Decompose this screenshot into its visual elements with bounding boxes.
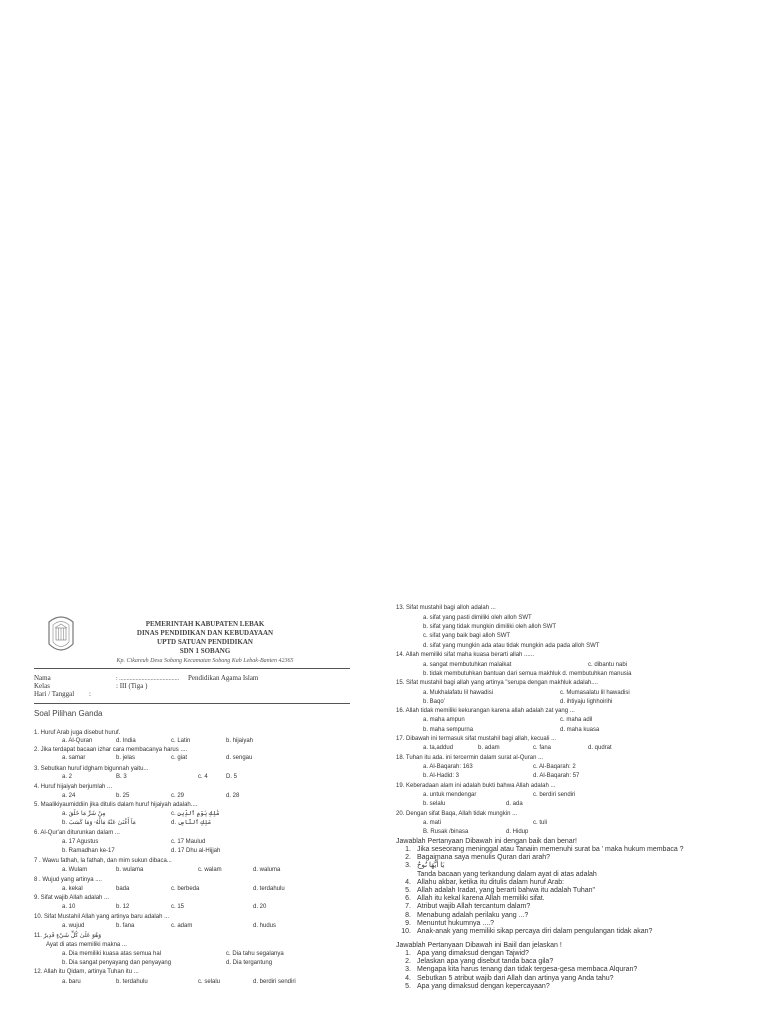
question-10: 10. Sifat Mustahil Allah yang artinya baru adalah ... bbox=[34, 914, 170, 920]
q19-option-c[interactable]: c. berdiri sendiri bbox=[533, 792, 576, 798]
q6-option-a[interactable]: a. 17 Agustus bbox=[62, 839, 99, 845]
q1-option-d[interactable]: d. India bbox=[116, 738, 136, 744]
question-8: 8 . Wujud yang artinya .... bbox=[34, 877, 102, 883]
q19-option-a[interactable]: a. untuk mendengar bbox=[423, 792, 477, 798]
q6-option-c[interactable]: c. 17 Maulud bbox=[171, 839, 206, 845]
q4-option-c[interactable]: c. 29 bbox=[171, 793, 185, 799]
essay1-item-text: Allahu akbar, ketika itu ditulis dalam huruf Arab: bbox=[417, 878, 565, 886]
q16-option-c[interactable]: c. maha adil bbox=[560, 717, 593, 723]
q17-option-d[interactable]: d. qudrat bbox=[588, 745, 612, 751]
essay1-item-text: Tanda bacaan yang terkandung dalam ayat di atas adalah bbox=[417, 870, 597, 878]
q6-option-b[interactable]: b. Ramadhan ke-17 bbox=[62, 848, 115, 854]
q13-option-b[interactable]: b. sifat yang tidak mungkin dimiliki oleh alloh SWT bbox=[423, 624, 557, 630]
essay1-item bbox=[396, 846, 684, 854]
essay1-item-number: 7. bbox=[405, 903, 411, 911]
q18-option-b[interactable]: b. Al-Hadid: 3 bbox=[423, 773, 460, 779]
q16-option-b[interactable]: b. maha sempurna bbox=[423, 727, 474, 733]
essay2-item bbox=[396, 983, 637, 991]
essay1-item-text: Bagaimana saya menulis Quran dari arah? bbox=[417, 854, 551, 862]
header-line1: PEMERINTAH KABUPATEN LEBAK bbox=[145, 620, 265, 628]
q19-option-d[interactable]: d. ada bbox=[506, 801, 523, 807]
q14-option-b-d[interactable]: b. tidak membutuhkan bantuan dari semua makhluk d. membutuhkan manusia bbox=[423, 671, 632, 677]
q1-option-a[interactable]: a. Al-Quran bbox=[62, 738, 93, 744]
essay2-item-number: 5. bbox=[405, 982, 411, 990]
q4-option-a[interactable]: a. 24 bbox=[62, 793, 76, 799]
header-line2: DINAS PENDIDIKAN DAN KEBUDAYAAN bbox=[136, 629, 274, 637]
header-divider bbox=[34, 668, 350, 669]
essay1-item-number: 3. bbox=[405, 862, 411, 870]
q3-option-b[interactable]: B. 3 bbox=[116, 774, 127, 780]
q10-option-c[interactable]: c. adam bbox=[171, 923, 193, 929]
q18-option-a[interactable]: a. Al-Baqarah: 163 bbox=[423, 764, 473, 770]
q19-option-b[interactable]: b. selalu bbox=[423, 801, 446, 807]
question-6: 6. Al-Qur'an diturunkan dalam ... bbox=[34, 830, 120, 836]
q16-option-d[interactable]: d. maha kuasa bbox=[560, 727, 600, 733]
essay2-item-number: 4. bbox=[405, 974, 411, 982]
essay2-item-text: Jelaskan apa yang disebut tanda baca gila? bbox=[417, 958, 554, 966]
q9-option-b[interactable]: b. 12 bbox=[116, 904, 130, 910]
q5-option-b[interactable]: b. مَآ أَغْنَىٰ عَنْهُ مَالُهُۥ وَمَا كَسَبَ bbox=[62, 820, 136, 826]
q13-option-a[interactable]: a. sifat yang pasti dimiliki oleh alloh SWT bbox=[423, 615, 532, 621]
q11-option-b[interactable]: b. Dia sangat penyayang dan penyayang bbox=[62, 960, 172, 966]
essay2-item bbox=[396, 966, 637, 974]
question-19: 19. Keberadaan alam ini adalah bukti bahwa Allah adalah ... bbox=[396, 783, 556, 789]
hari-label: Hari / Tanggal bbox=[34, 690, 75, 698]
q9-option-c[interactable]: c. 15 bbox=[171, 904, 185, 910]
essay1-item-text: Menuntut hukumnya ....? bbox=[417, 919, 495, 927]
essay1-item-text: Menabung adalah perilaku yang ...? bbox=[417, 911, 529, 919]
q16-option-a[interactable]: a. maha ampun bbox=[423, 717, 465, 723]
essay1-item-text: يَا أَيُّهَا نُوحٌ bbox=[417, 862, 445, 870]
q15-option-c[interactable]: c. Mumasalatu lil hawadisi bbox=[560, 690, 630, 696]
question-4: 4. Huruf hijaiyah berjumlah ... bbox=[34, 784, 113, 790]
q11-option-c[interactable]: c. Dia tahu segalanya bbox=[226, 951, 284, 957]
question-12: 12. Allah itu Qidam, artinya Tuhan itu ... bbox=[34, 969, 139, 975]
identity-divider bbox=[34, 703, 350, 704]
q9-option-a[interactable]: a. 10 bbox=[62, 904, 76, 910]
q18-option-d[interactable]: d. Al-Baqarah: 57 bbox=[533, 773, 580, 779]
q3-option-d[interactable]: D. 5 bbox=[226, 774, 238, 780]
essay1-item-number: 4. bbox=[405, 878, 411, 886]
q17-option-c[interactable]: c. fana bbox=[533, 745, 552, 751]
q11-option-a[interactable]: a. Dia memiliki kuasa atas semua hal bbox=[62, 951, 162, 957]
q2-option-d[interactable]: d. sengau bbox=[226, 755, 253, 761]
q2-option-b[interactable]: b. jelas bbox=[116, 755, 136, 761]
q18-option-c[interactable]: c. Al-Baqarah: 2 bbox=[533, 764, 576, 770]
essay1-item-text: Jika seseorang meninggal atau Tanaiin memenuhi surat ba ' maka hukum membaca ? bbox=[417, 846, 684, 853]
essay1-item-text: Allah adalah Iradat, yang berarti bahwa itu adalah Tuhan" bbox=[417, 887, 595, 895]
q20-option-b[interactable]: B. Rusak /binasa bbox=[423, 829, 469, 835]
q3-option-c[interactable]: c. 4 bbox=[198, 774, 208, 780]
kelas-value: : III (Tiga ) bbox=[116, 682, 148, 690]
q1-option-b[interactable]: b. hijaiyah bbox=[226, 738, 254, 744]
essay1-item bbox=[396, 928, 684, 936]
nama-label: Nama bbox=[34, 674, 51, 682]
q10-option-b[interactable]: b. fana bbox=[116, 923, 135, 929]
essay1-item-text: Anak-anak yang memiliki sikap percaya diri dalam pengulangan tidak akan? bbox=[417, 928, 653, 936]
q2-option-c[interactable]: c. giat bbox=[171, 755, 188, 761]
header-address: Kp. Cikareuh Desa Sobang Kecamatan Sobang Kab Lebak-Banten 42365 bbox=[116, 658, 294, 664]
q7-option-c[interactable]: c. walam bbox=[198, 867, 222, 873]
q14-option-c[interactable]: c. dibantu nabi bbox=[588, 662, 628, 668]
essay-section-1-title: Jawablah Pertanyaan Dibawah ini dengan baik dan benar! bbox=[396, 838, 577, 845]
essay2-item-number: 1. bbox=[405, 950, 411, 957]
question-13: 13. Sifat mustahil bagi alloh adalah ... bbox=[396, 605, 496, 611]
essay1-item bbox=[396, 895, 684, 903]
question-18: 18. Tuhan itu ada. ini tercermin dalam surat al-Quran ... bbox=[396, 755, 544, 761]
question-11: 11. وَهُوَ عَلَىٰ كُلِّ شَيْءٍ قَدِيرٌ bbox=[34, 933, 102, 939]
essay2-item-text: Apa yang dimaksud dengan Tajwid? bbox=[417, 950, 529, 957]
question-17: 17. Dibawah ini termasuk sifat mustahil bagi allah, kecuali ... bbox=[396, 736, 557, 742]
q6-option-d[interactable]: d. 17 Dhu al-Hijjah bbox=[171, 848, 221, 854]
essay2-item bbox=[396, 950, 637, 958]
essay1-item bbox=[396, 920, 684, 928]
essay1-item bbox=[396, 887, 684, 895]
q9-option-d[interactable]: d. 20 bbox=[253, 904, 267, 910]
q8-option-a[interactable]: a. kekal bbox=[62, 886, 83, 892]
q5-option-c[interactable]: c. مَٰلِكِ يَوْمِ ٱلدِّينِ bbox=[171, 811, 220, 817]
q12-option-c[interactable]: c. selalu bbox=[198, 979, 221, 985]
essay1-item-number: 10. bbox=[401, 928, 411, 936]
q20-option-a[interactable]: a. mati bbox=[423, 820, 442, 826]
q7-option-d[interactable]: d. waluma bbox=[253, 867, 281, 873]
q7-option-b[interactable]: b. wulama bbox=[116, 867, 144, 873]
q4-option-d[interactable]: d. 28 bbox=[226, 793, 240, 799]
essay2-item bbox=[396, 958, 637, 966]
essay2-item-text: Mengapa kita harus tenang dan tidak tergesa-gesa membaca Alquran? bbox=[417, 966, 638, 974]
essay-list-1 bbox=[396, 846, 684, 936]
q17-option-a[interactable]: a. ta,addud bbox=[423, 745, 454, 751]
essay2-item bbox=[396, 975, 637, 983]
essay1-item-number: 9. bbox=[405, 919, 411, 927]
q20-option-d[interactable]: d. Hidup bbox=[506, 829, 529, 835]
q12-option-a[interactable]: a. baru bbox=[62, 979, 81, 985]
q13-option-d[interactable]: d. sifat yang mungkin ada atau tidak mungkin ada pada alloh SWT bbox=[423, 643, 600, 649]
q13-option-c[interactable]: c. sifat yang baik bagi alloh SWT bbox=[423, 633, 511, 639]
essay1-item bbox=[396, 862, 684, 870]
essay-list-2 bbox=[396, 950, 637, 991]
q7-option-a[interactable]: a. Wulam bbox=[62, 867, 88, 873]
subject-label: Pendidikan Agama Islam bbox=[188, 674, 259, 682]
essay2-item-number: 3. bbox=[405, 966, 411, 974]
q15-option-a[interactable]: a. Mukhalafatu lil hawadisi bbox=[423, 690, 494, 696]
question-14: 14. Allah memiliki sifat maha kuasa berarti allah ...... bbox=[396, 652, 535, 658]
essay2-item-text: Sebutkan 5 atribut wajib dari Allah dan artinya yang Anda tahu? bbox=[417, 974, 614, 982]
header-line3: UPTD SATUAN PENDIDIKAN bbox=[157, 638, 253, 646]
question-1: 1. Huruf Arab juga disebut huruf. bbox=[34, 730, 121, 736]
q12-option-d[interactable]: d. berdiri sendiri bbox=[253, 979, 296, 985]
essay2-item-text: Apa yang dimaksud dengan kepercayaan? bbox=[417, 982, 550, 990]
q1-option-c[interactable]: c. Latin bbox=[171, 738, 191, 744]
q3-option-a[interactable]: a. 2 bbox=[62, 774, 73, 780]
essay1-item bbox=[396, 871, 684, 879]
kelas-label: Kelas bbox=[34, 682, 50, 690]
section-title: Soal Pilihan Ganda bbox=[34, 709, 103, 718]
q8-option-d[interactable]: d. terdahulu bbox=[253, 886, 285, 892]
q10-option-d[interactable]: d. hudus bbox=[253, 923, 277, 929]
question-9: 9. Sifat wajib Allah adalah ... bbox=[34, 895, 110, 901]
hari-value[interactable]: : bbox=[89, 690, 91, 698]
essay1-item-number: 2. bbox=[405, 854, 411, 862]
essay1-item-number: 6. bbox=[405, 895, 411, 903]
essay2-item-number: 2. bbox=[405, 958, 411, 966]
question-2: 2. Jika terdapat bacaan izhar cara membacanya harus .... bbox=[34, 747, 188, 753]
q17-option-b[interactable]: b. adam bbox=[478, 745, 500, 751]
essay1-item-number: 1. bbox=[405, 846, 411, 853]
q8-option-c[interactable]: c. berbeda bbox=[171, 886, 200, 892]
nama-value[interactable]: : ........................................ bbox=[116, 676, 180, 682]
essay1-item-number: 5. bbox=[405, 887, 411, 895]
question-11-prompt: Ayat di atas memiliki makna ... bbox=[46, 942, 127, 948]
essay1-item bbox=[396, 903, 684, 911]
question-3: 3. Sebutkan huruf idgham bigunnah yaitu... bbox=[34, 766, 149, 772]
essay1-item-text: Allah itu kekal karena Allah memiliki sifat. bbox=[417, 895, 545, 903]
essay1-item bbox=[396, 912, 684, 920]
essay1-item-number: 8. bbox=[405, 911, 411, 919]
q12-option-b[interactable]: b. terdahulu bbox=[116, 979, 148, 985]
essay-section-2-title: Jawablah Pertanyaan Dibawah ini Baiil dan jelaskan ! bbox=[396, 942, 562, 949]
question-16: 16. Allah tidak memiliki kekurangan karena allah adalah zat yang ... bbox=[396, 708, 575, 714]
question-15: 15. Sifat mustahil bagi allah yang artinya "serupa dengan makhluk adalah.... bbox=[396, 680, 598, 686]
q15-option-d[interactable]: d. ihtiyaju lighhoirihi bbox=[560, 699, 613, 705]
q2-option-a[interactable]: a. samar bbox=[62, 755, 86, 761]
question-7: 7 . Wawu fathah, la fathah, dan mim sukun dibaca... bbox=[34, 858, 172, 864]
q10-option-a[interactable]: a. wujud bbox=[62, 923, 85, 929]
school-logo bbox=[46, 614, 76, 656]
essay1-item bbox=[396, 879, 684, 887]
q11-option-d[interactable]: d. Dia tergantung bbox=[226, 960, 273, 966]
question-5: 5. Maalikiyaumiddiin jika ditulis dalam huruf hijaiyah adalah.... bbox=[34, 802, 198, 808]
q8-option-b[interactable]: bada bbox=[116, 886, 130, 892]
essay1-item-text: Atribut wajib Allah tercantum dalam? bbox=[417, 903, 531, 911]
q15-option-b[interactable]: b. Baqo' bbox=[423, 699, 445, 705]
header-line4: SDN 1 SOBANG bbox=[179, 647, 231, 655]
q20-option-c[interactable]: c. tuli bbox=[533, 820, 548, 826]
question-20: 20. Dengan sifat Baqa, Allah tidak mungkin ... bbox=[396, 811, 518, 817]
q4-option-b[interactable]: b. 25 bbox=[116, 793, 130, 799]
q14-option-a[interactable]: a. sangat membutuhkan malaikat bbox=[423, 662, 512, 668]
q5-option-d[interactable]: d. مَلِكِ ٱلنَّاسِ bbox=[171, 820, 211, 826]
q5-option-a[interactable]: a. مِنْ شَرِّ مَا خَلَقَ bbox=[62, 811, 106, 817]
